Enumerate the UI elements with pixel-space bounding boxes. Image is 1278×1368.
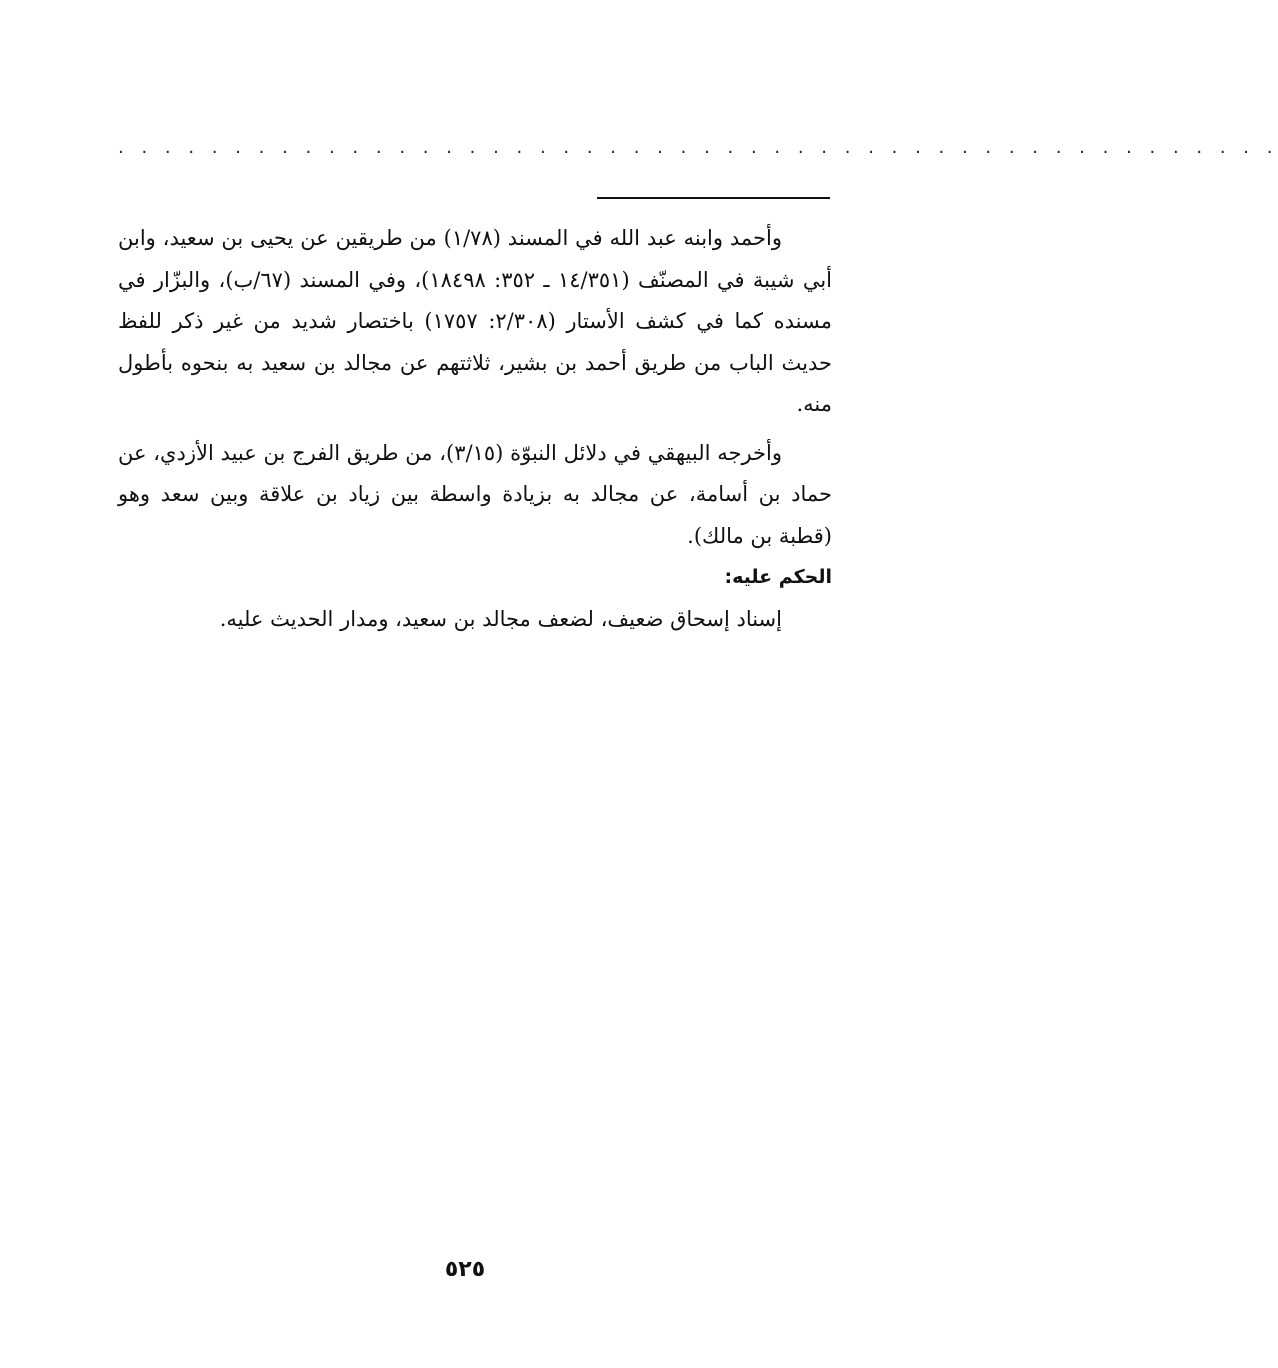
ruling-text: إسناد إسحاق ضعيف، لضعف مجالد بن سعيد، ومدار الحديث عليه. xyxy=(219,607,782,631)
dotted-separator: . . . . . . . . . . . . . . . . . . . . . . . . . . . . . . . . . . . . . . . . . . . . . . . . . . xyxy=(118,137,1278,158)
page-number: ٥٢٥ xyxy=(444,1257,486,1282)
ruling-heading: الحكم عليه: xyxy=(724,566,832,588)
footnote-rule xyxy=(597,197,830,199)
paragraph-sources: وأحمد وابنه عبد الله في المسند (١/٧٨) من طريقين عن يحيى بن سعيد، وابن أبي شيبة في المصنّف (١٤/٣٥١ ـ ٣٥٢: ١٨٤٩٨)، وفي المسند (٦٧/ب)، والبزّار في مسنده كما في كشف الأستار (٢/٣٠٨: ١٧٥٧) باختصار شديد من غير ذكر للفظ حديث الباب من طريق أحمد بن بشير، ثلاثتهم عن مجالد بن سعيد به بنحوه بأطول منه. xyxy=(118,226,833,416)
paragraph-bayhaqi: وأخرجه البيهقي في دلائل النبوّة (٣/١٥)، من طريق الفرج بن عبيد الأزدي، عن حماد بن أسامة، عن مجالد به بزيادة واسطة بين زياد بن علاقة وبين سعد وهو (قطبة بن مالك). xyxy=(118,440,832,548)
footnote-body xyxy=(118,218,832,641)
